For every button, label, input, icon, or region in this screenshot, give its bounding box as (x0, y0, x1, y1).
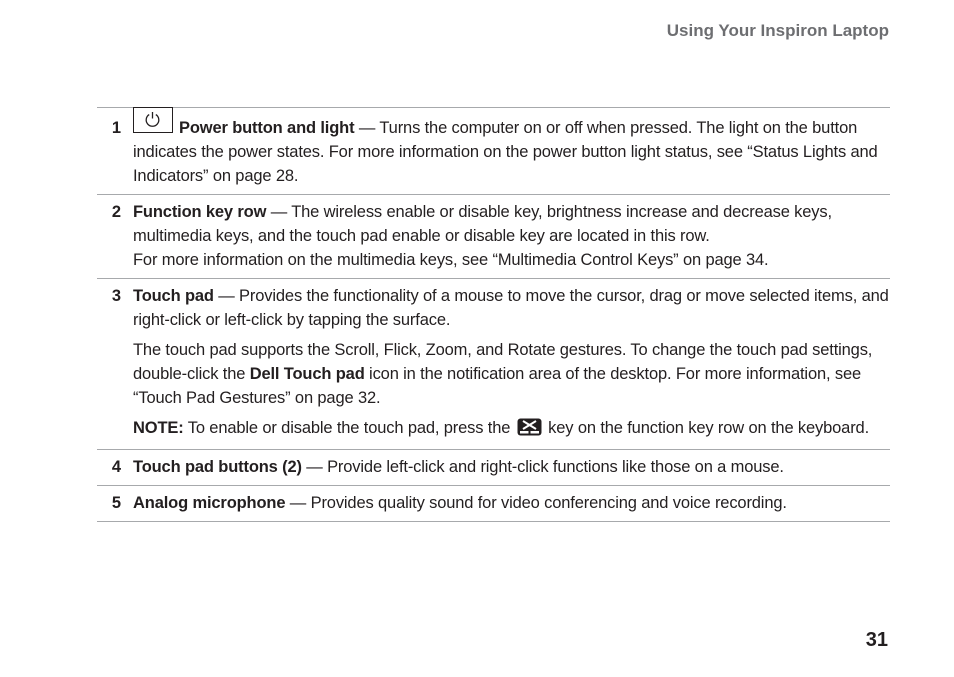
callout-table (97, 107, 890, 522)
callout-row-1 (97, 108, 890, 195)
callout-text: — Provides quality sound for video conferencing and voice recording. (285, 494, 787, 512)
callout-title: Function key row (133, 203, 267, 221)
callout-paragraph-2: The touch pad supports the Scroll, Flick, Zoom, and Rotate gestures. To change the touch pad settings, double-click the Dell Touch pad icon in the notification area of the desktop. For more information, see “Touch Pad Gestures” on page 32. (133, 341, 873, 407)
running-header: Using Your Inspiron Laptop (666, 21, 889, 40)
callout-paragraph (133, 284, 890, 332)
callout-text: — The wireless enable or disable key, brightness increase and decrease keys, multimedia keys, and the touch pad enable or disable key are located in this row. (133, 203, 832, 245)
callout-row-3 (97, 279, 890, 450)
callout-text: — Turns the computer on or off when pressed. The light on the button indicates the power states. For more information on the power button light status, see “Status Lights and Indicators” on page 28. (133, 119, 878, 185)
callout-number: 4 (111, 458, 121, 476)
callout-row-2 (97, 195, 890, 279)
callout-text-2: For more information on the multimedia keys, see “Multimedia Control Keys” on page 34. (133, 251, 769, 269)
callout-description (133, 200, 890, 272)
callout-row-5 (97, 486, 890, 522)
callout-title: Touch pad (133, 287, 214, 305)
callout-description (133, 116, 890, 188)
note-paragraph: NOTE: To enable or disable the touch pad, press the key on the function key row on the keyboard. (133, 416, 890, 443)
callout-number: 5 (111, 494, 121, 512)
callout-text: — Provide left-click and right-click functions like those on a mouse. (301, 458, 784, 476)
dell-touch-pad-label: Dell Touch pad (249, 365, 365, 383)
note-label: NOTE: (133, 419, 184, 437)
page-number: 31 (865, 629, 888, 651)
callout-number: 2 (111, 203, 121, 221)
callout-title: Touch pad buttons (2) (133, 458, 302, 476)
callout-text: — Provides the functionality of a mouse to move the cursor, drag or move selected items, and right-click or left-click by tapping the surface. (133, 287, 889, 329)
callout-paragraph (133, 491, 890, 515)
callout-paragraph (133, 455, 890, 479)
callout-title: Analog microphone (133, 494, 286, 512)
callout-description (133, 284, 890, 443)
touchpad-toggle-key-icon (517, 418, 542, 443)
callout-row-4 (97, 450, 890, 486)
callout-description (133, 491, 890, 515)
callout-title: Power button and light (179, 119, 355, 137)
callout-number: 1 (111, 119, 121, 137)
callout-description (133, 455, 890, 479)
power-icon (133, 107, 173, 133)
callout-number: 3 (111, 287, 121, 305)
callout-paragraph (133, 116, 890, 188)
callout-paragraph (133, 200, 890, 272)
